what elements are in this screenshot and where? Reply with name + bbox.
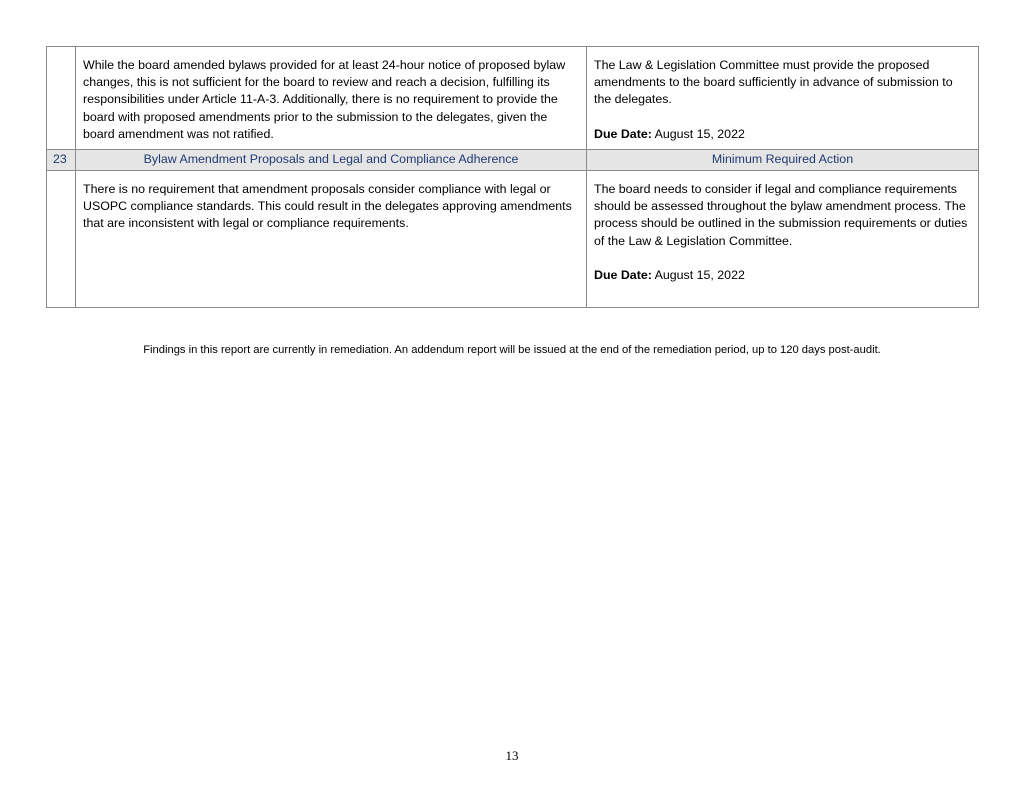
action-text: The Law & Legislation Committee must provide the proposed amendments to the board sufficiently in advance of submission to the delegates. (594, 58, 953, 107)
finding-cell (76, 171, 587, 308)
finding-text: There is no requirement that amendment proposals consider compliance with legal or USOPC compliance standards. This could result in the delegates approving amendments that are inconsistent with legal or compliance requirements. (83, 182, 572, 231)
remediation-footnote: Findings in this report are currently in remediation. An addendum report will be issued at the end of the remediation period, up to 120 days post-audit. (143, 344, 881, 356)
table-row (47, 47, 979, 150)
action-title: Minimum Required Action (587, 150, 979, 171)
action-text: The board needs to consider if legal and compliance requirements should be assessed throughout the bylaw amendment process. The process should be outlined in the submission requirements or duties of the Law & Legislation Committee. (594, 182, 968, 248)
finding-text: While the board amended bylaws provided for at least 24-hour notice of proposed bylaw changes, this is not sufficient for the board to review and reach a decision, fulfilling its responsibilities under Article 11-A-3. Additionally, there is no requirement to provide the board with proposed amendments prior to the submission to the delegates, given the board amendment was not ratified. (83, 58, 566, 141)
due-date (594, 267, 971, 284)
due-date-label: Due Date: (594, 267, 652, 282)
action-cell (587, 47, 979, 150)
due-date-value: August 15, 2022 (651, 126, 745, 141)
action-cell (587, 171, 979, 308)
finding-number: 23 (47, 150, 76, 171)
row-number-cell (47, 171, 76, 308)
page-number: 13 (505, 748, 519, 763)
table-row (47, 171, 979, 308)
row-number-cell (47, 47, 76, 150)
due-date-value: August 15, 2022 (651, 267, 745, 282)
finding-header-row (47, 150, 979, 171)
due-date-label: Due Date: (594, 126, 652, 141)
finding-cell (76, 47, 587, 150)
finding-title: Bylaw Amendment Proposals and Legal and Compliance Adherence (76, 150, 587, 171)
due-date (594, 126, 971, 143)
findings-table (46, 46, 979, 308)
